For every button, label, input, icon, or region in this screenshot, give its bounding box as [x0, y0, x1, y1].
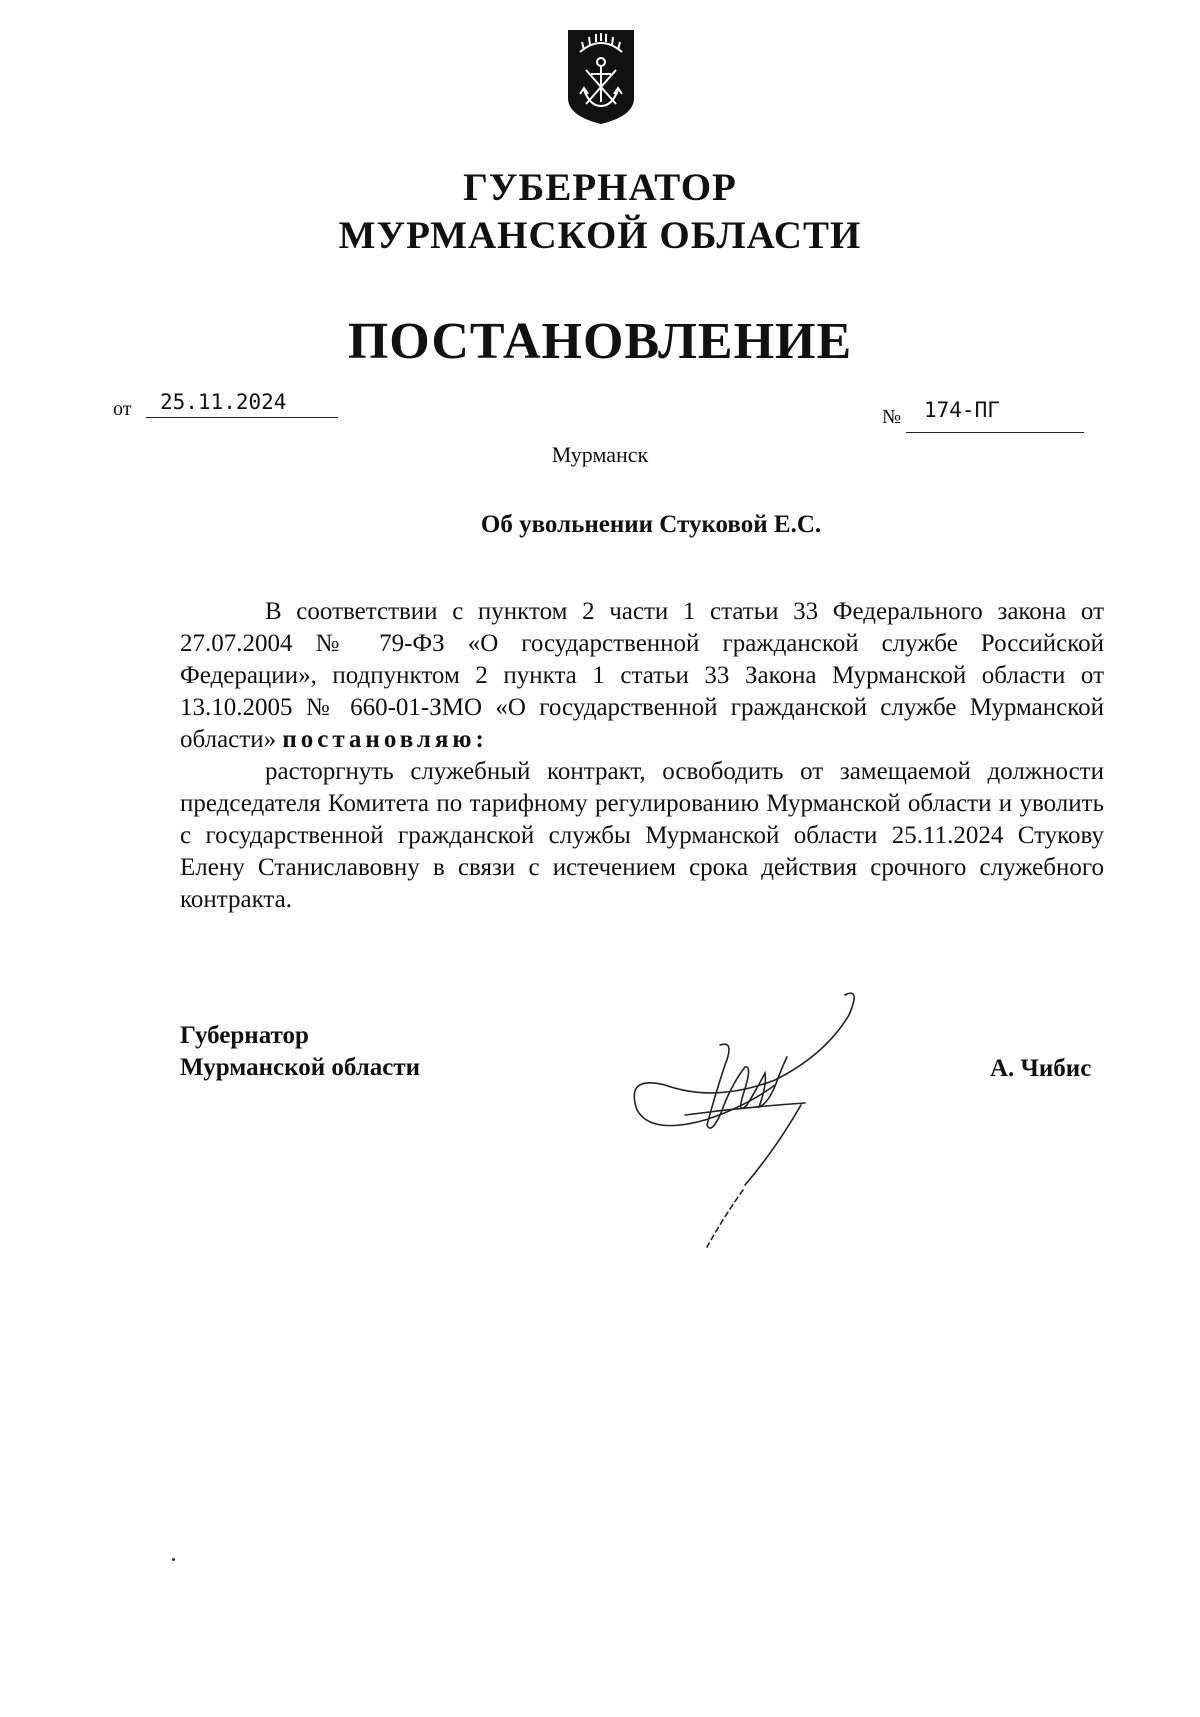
- signatory-title-line-2: Мурманской области: [180, 1054, 421, 1081]
- document-subject: Об увольнении Стуковой Е.С.: [480, 511, 822, 538]
- scan-speck: [172, 1558, 175, 1561]
- handwritten-signature: [625, 985, 865, 1265]
- signatory-name: А. Чибис: [990, 1055, 1092, 1082]
- number-prefix: №: [882, 406, 902, 428]
- authority-region: МУРМАНСКОЙ ОБЛАСТИ: [338, 214, 862, 257]
- city-name: Мурманск: [551, 442, 649, 467]
- date-prefix: от: [113, 398, 132, 420]
- date-underline: [146, 417, 338, 418]
- body-paragraph-1: [180, 596, 1104, 756]
- authority-title: ГУБЕРНАТОР: [463, 166, 737, 209]
- document-date: 25.11.2024: [160, 390, 287, 414]
- body-paragraph-2: расторгнуть служебный контракт, освободить от замещаемой должности председателя Комитета по тарифному регулированию Мурманской области и уволить с государственной гражданской службы Мурманской области 25.11.2024 Стукову Елену Станиславовну в связи с истечением срока действия срочного служебного контракта.: [180, 758, 1104, 913]
- document-body: [180, 596, 1104, 916]
- body-paragraph-1-text: В соответствии с пунктом 2 части 1 статьи 33 Федерального закона от 27.07.2004 № 79-ФЗ «О государственной гражданской службе Российской Федерации», подпунктом 2 пункта 1 статьи 33 Закона Мурманской области от 13.10.2005 № 660-01-ЗМО «О государственной гражданской службе Мурманской области»: [180, 598, 1104, 753]
- signatory-title: [180, 1020, 420, 1084]
- document-type: ПОСТАНОВЛЕНИЕ: [347, 313, 853, 370]
- decree-word: постановляю:: [282, 726, 488, 753]
- signatory-title-line-1: Губернатор: [180, 1022, 309, 1049]
- coat-of-arms-icon: [566, 28, 636, 126]
- document-number: 174-ПГ: [924, 398, 1000, 422]
- number-underline: [906, 432, 1084, 433]
